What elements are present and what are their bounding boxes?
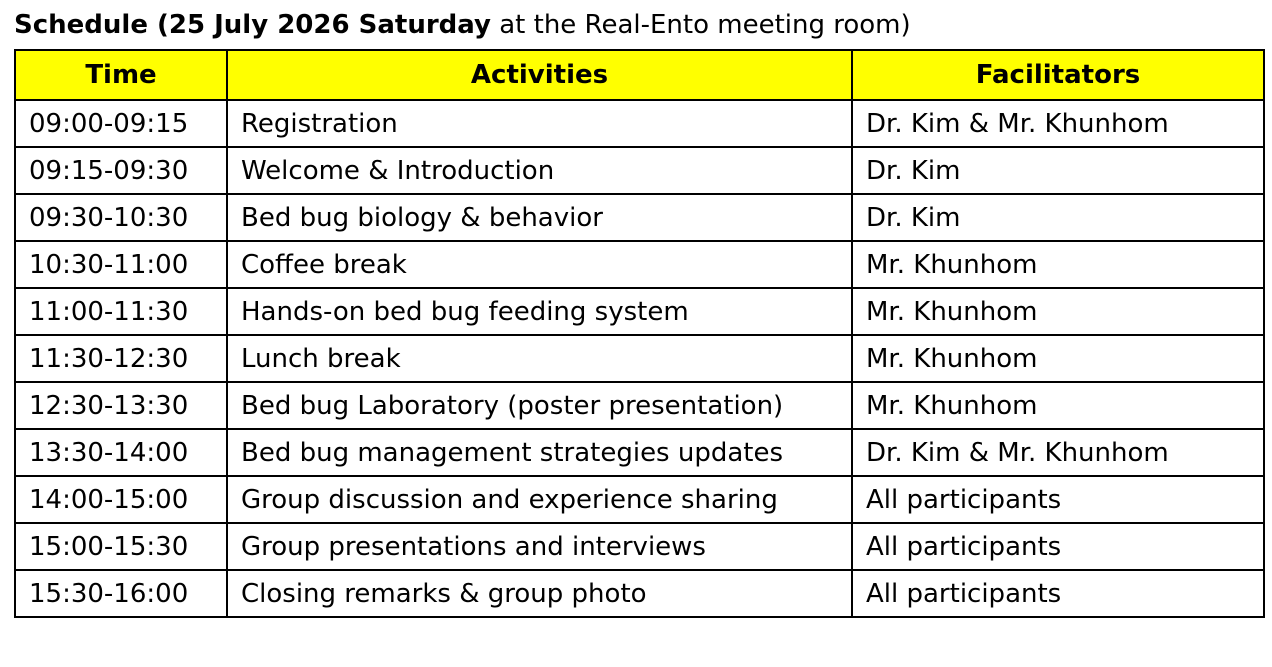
schedule-title-normal: at the Real-Ento meeting room) (490, 10, 911, 40)
activity-cell: Group presentations and interviews (227, 523, 852, 570)
table-row (15, 523, 1264, 570)
time-cell: 15:30-16:00 (15, 570, 227, 617)
activity-cell: Bed bug biology & behavior (227, 194, 852, 241)
time-cell: 11:30-12:30 (15, 335, 227, 382)
header-facilitators: Facilitators (852, 50, 1264, 100)
facilitator-cell: Mr. Khunhom (852, 382, 1264, 429)
activity-cell: Registration (227, 100, 852, 147)
activity-cell: Hands-on bed bug feeding system (227, 288, 852, 335)
header-time: Time (15, 50, 227, 100)
table-row (15, 288, 1264, 335)
facilitator-cell: Mr. Khunhom (852, 241, 1264, 288)
table-row (15, 241, 1264, 288)
activity-cell: Bed bug Laboratory (poster presentation) (227, 382, 852, 429)
table-row (15, 147, 1264, 194)
activity-cell: Coffee break (227, 241, 852, 288)
activity-cell: Group discussion and experience sharing (227, 476, 852, 523)
schedule-title-bold: Schedule (25 July 2026 Saturday (14, 10, 491, 40)
facilitator-cell: Dr. Kim (852, 194, 1264, 241)
time-cell: 13:30-14:00 (15, 429, 227, 476)
activity-cell: Welcome & Introduction (227, 147, 852, 194)
time-cell: 09:15-09:30 (15, 147, 227, 194)
time-cell: 11:00-11:30 (15, 288, 227, 335)
time-cell: 10:30-11:00 (15, 241, 227, 288)
time-cell: 14:00-15:00 (15, 476, 227, 523)
table-row (15, 335, 1264, 382)
facilitator-cell: All participants (852, 570, 1264, 617)
facilitator-cell: Mr. Khunhom (852, 335, 1264, 382)
table-row (15, 570, 1264, 617)
schedule-title (14, 8, 911, 42)
activity-cell: Lunch break (227, 335, 852, 382)
activity-cell: Closing remarks & group photo (227, 570, 852, 617)
table-row (15, 429, 1264, 476)
table-row (15, 194, 1264, 241)
facilitator-cell: Mr. Khunhom (852, 288, 1264, 335)
time-cell: 15:00-15:30 (15, 523, 227, 570)
table-row (15, 476, 1264, 523)
header-activities: Activities (227, 50, 852, 100)
activity-cell: Bed bug management strategies updates (227, 429, 852, 476)
table-row (15, 382, 1264, 429)
time-cell: 09:00-09:15 (15, 100, 227, 147)
facilitator-cell: Dr. Kim & Mr. Khunhom (852, 429, 1264, 476)
facilitator-cell: Dr. Kim & Mr. Khunhom (852, 100, 1264, 147)
schedule-table (14, 49, 1265, 618)
table-row (15, 100, 1264, 147)
time-cell: 12:30-13:30 (15, 382, 227, 429)
facilitator-cell: All participants (852, 523, 1264, 570)
time-cell: 09:30-10:30 (15, 194, 227, 241)
facilitator-cell: All participants (852, 476, 1264, 523)
facilitator-cell: Dr. Kim (852, 147, 1264, 194)
table-header-row (15, 50, 1264, 100)
